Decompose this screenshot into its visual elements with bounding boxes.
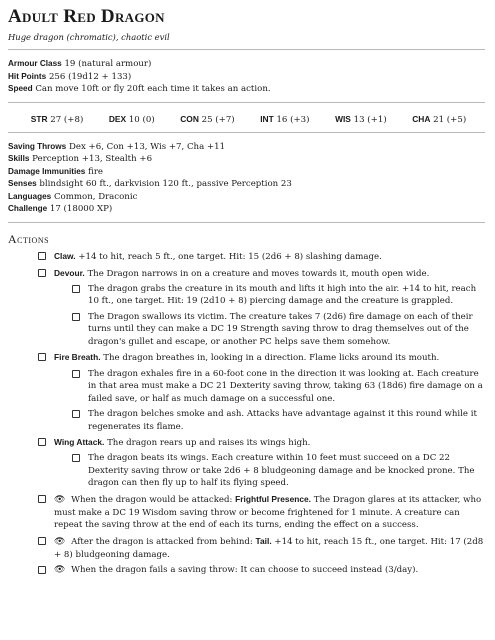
wing-attack-text: The dragon rears up and raises its wings high. [107,438,311,448]
devour-step-1-text: The dragon grabs the creature in its mouth and lifts it high into the air. +14 to hit, reach 10 ft., one target. Hit: 19 (2d10 + 8) piercing damage and the creature is grappled. [88,284,477,307]
armour-class-value: 19 (natural armour) [64,59,152,70]
actions-heading: Actions [8,231,50,246]
claw-checkbox[interactable] [38,252,46,260]
armour-class [8,58,485,70]
action-fire-breath [8,351,485,364]
languages-value: Common, Draconic [53,191,138,202]
divider [8,102,485,103]
fire-breath-step-1-checkbox[interactable] [72,370,80,378]
ability-key: INT [260,113,274,124]
fire-breath-step-1-text: The dragon exhales fire in a 60-foot cone in the direction it was looking at. Each creature in that area must make a DC 21 Dexterity saving throw, taking 63 (18d6) fire damage on a failed save, or half as much damage on a successful one. [88,368,483,404]
divider [8,132,485,133]
action-wing-attack [8,436,485,449]
tail-text: +14 to hit, reach 15 ft., one target. Hit: 17 (2d8 + 8) bludgeoning damage. [54,536,484,560]
devour-step-1 [8,283,485,308]
ability-int [260,113,309,126]
ability-value: 13 (+1) [353,114,387,125]
ability-value: 25 (+7) [201,114,235,125]
ability-con [180,113,234,126]
reaction-frightful-presence [8,493,485,532]
divider [8,222,485,223]
wing-attack-step-1-checkbox[interactable] [72,454,80,462]
fire-breath-step-2-text: The dragon belches smoke and ash. Attacks have advantage against it this round while it regenerates its flame. [88,409,477,432]
tail-name: Tail. [255,535,272,546]
ability-cha [412,113,466,126]
monster-name: Adult Red Dragon [8,6,165,27]
wing-attack-step-1 [8,452,485,489]
reaction-legendary-resistance [8,564,485,577]
devour-step-2-checkbox[interactable] [72,313,80,321]
hit-points [8,71,485,83]
devour-text: The Dragon narrows in on a creature and moves towards it, mouth open wide. [87,268,430,279]
senses [8,178,485,190]
damage-immunities-label: Damage Immunities [8,166,86,176]
ability-value: 21 (+5) [433,114,467,125]
frightful-presence-text: The Dragon glares at its attacker, who must make a DC 19 Wisdom saving throw or become frightened for 1 minute. A creature can repeat the saving throw at the end of each its turns, ending the effect on a success. [54,494,482,531]
ability-key: STR [30,113,48,124]
eye-icon: 👁 [54,536,66,547]
frightful-presence-name: Frightful Presence. [235,493,311,504]
senses-value: blindsight 60 ft., darkvision 120 ft., passive Perception 23 [39,179,292,190]
ability-wis [335,113,387,126]
hit-points-label: Hit Points [8,71,47,81]
armour-class-label: Armour Class [8,59,62,69]
skills-label: Skills [8,154,30,164]
speed-value: Can move 10ft or fly 20ft each time it takes an action. [35,84,271,95]
skills [8,153,485,165]
languages [8,191,485,203]
speed [8,83,485,95]
saving-throws-label: Saving Throws [8,142,67,151]
tail-checkbox[interactable] [38,537,46,545]
claw-text: +14 to hit, reach 5 ft., one target. Hit: 15 (2d6 + 8) slashing damage. [78,252,382,263]
hit-points-value: 256 (19d12 + 133) [48,71,132,82]
devour-step-2 [8,311,485,348]
ability-value: 10 (0) [128,114,155,125]
eye-icon: 👁 [54,565,66,576]
senses-label: Senses [8,179,37,189]
challenge [8,203,485,215]
fire-breath-step-2 [8,408,485,433]
devour-step-1-checkbox[interactable] [72,285,80,293]
ability-key: CHA [412,113,431,124]
action-devour [8,267,485,280]
devour-checkbox[interactable] [38,269,46,277]
frightful-presence-trigger: When the dragon would be attacked: [71,494,233,505]
ability-dex [109,113,155,126]
wing-attack-name: Wing Attack. [54,437,105,447]
ability-value: 27 (+8) [50,114,84,125]
fire-breath-step-1 [8,368,485,405]
legendary-resistance-text: When the dragon fails a saving throw: It can choose to succeed instead (3/day). [71,565,419,576]
tail-trigger: After the dragon is attacked from behind: [71,536,253,547]
devour-step-2-text: The Dragon swallows its victim. The creature takes 7 (2d6) fire damage on each of their turns until they can make a DC 19 Strength saving throw to drag themselves out of the dragon's gullet and escape, or another PC helps save them somehow. [88,311,473,347]
ability-scores [8,111,485,126]
speed-label: Speed [8,84,33,94]
claw-name: Claw. [54,251,76,262]
action-claw [8,250,485,263]
monster-subtitle: Huge dragon (chromatic), chaotic evil [8,32,170,42]
ability-key: CON [180,113,199,124]
fire-breath-step-2-checkbox[interactable] [72,410,80,418]
eye-icon: 👁 [54,494,66,505]
saving-throws-value: Dex +6, Con +13, Wis +7, Cha +11 [68,142,226,152]
fire-breath-text: The dragon breathes in, looking in a direction. Flame licks around its mouth. [103,353,440,364]
challenge-value: 17 (18000 XP) [49,204,113,215]
ability-key: DEX [108,113,127,124]
fire-breath-name: Fire Breath. [54,352,101,363]
reaction-tail [8,535,485,562]
ability-value: 16 (+3) [276,114,310,125]
wing-attack-step-1-text: The dragon beats its wings. Each creature within 10 feet must succeed on a DC 22 Dexterity saving throw or take 2d6 + 8 bludgeoning damage and be knocked prone. The dragon can then fly up to half its flying speed. [88,453,475,489]
devour-name: Devour. [54,267,85,278]
damage-immunities [8,166,485,178]
ability-key: WIS [335,113,351,124]
fire-breath-checkbox[interactable] [38,353,46,361]
frightful-presence-checkbox[interactable] [38,495,46,503]
divider [8,49,485,50]
challenge-label: Challenge [8,204,48,214]
wing-attack-checkbox[interactable] [38,438,46,446]
legendary-resistance-checkbox[interactable] [38,566,46,574]
skills-value: Perception +13, Stealth +6 [32,154,153,165]
ability-str [31,113,84,126]
languages-label: Languages [8,191,52,201]
damage-immunities-value: fire [88,166,104,177]
saving-throws [8,141,485,153]
